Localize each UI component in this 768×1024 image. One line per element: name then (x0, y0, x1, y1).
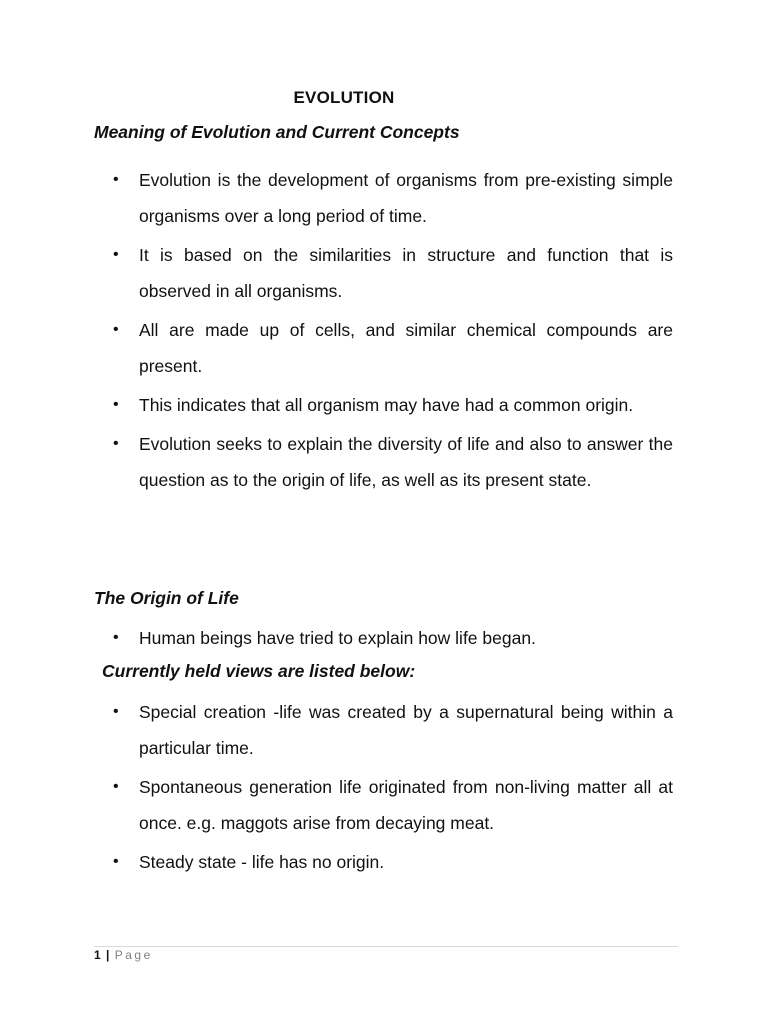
meaning-bullet-list (113, 162, 673, 498)
list-item (113, 387, 673, 423)
origin-bullet-list (113, 620, 673, 656)
list-item-text: It is based on the similarities in structure and function that is observed in all organisms. (139, 245, 673, 301)
list-item (113, 844, 673, 880)
bullet-icon: • (113, 703, 119, 720)
page-number: 1 (94, 948, 101, 962)
footer-separator: | (106, 948, 110, 962)
list-item (113, 162, 673, 234)
list-item-text: Evolution seeks to explain the diversity of life and also to answer the question as to the origin of life, as well as its present state. (139, 434, 673, 490)
list-item (113, 694, 673, 766)
document-title: EVOLUTION (293, 88, 395, 107)
page-footer (94, 948, 153, 962)
list-item-text: Human beings have tried to explain how life began. (139, 628, 536, 648)
list-item-text: Special creation -life was created by a supernatural being within a particular time. (139, 702, 673, 758)
bullet-icon: • (113, 321, 119, 338)
list-item (113, 312, 673, 384)
bullet-icon: • (113, 171, 119, 188)
list-item (113, 769, 673, 841)
footer-divider (94, 946, 678, 947)
list-item-text: All are made up of cells, and similar chemical compounds are present. (139, 320, 673, 376)
views-bullet-list (113, 694, 673, 880)
bullet-icon: • (113, 853, 119, 870)
section-heading-meaning: Meaning of Evolution and Current Concepts (94, 122, 460, 142)
section-heading-origin: The Origin of Life (94, 588, 239, 608)
bullet-icon: • (113, 778, 119, 795)
list-item (113, 426, 673, 498)
list-item-text: This indicates that all organism may have had a common origin. (139, 395, 634, 415)
list-item-text: Evolution is the development of organisms from pre-existing simple organisms over a long period of time. (139, 170, 673, 226)
section-heading-views: Currently held views are listed below: (102, 661, 416, 681)
bullet-icon: • (113, 435, 119, 452)
bullet-icon: • (113, 396, 119, 413)
list-item (113, 620, 673, 656)
bullet-icon: • (113, 629, 119, 646)
bullet-icon: • (113, 246, 119, 263)
list-item (113, 237, 673, 309)
page-label: Page (114, 948, 153, 962)
list-item-text: Spontaneous generation life originated from non-living matter all at once. e.g. maggots arise from decaying meat. (139, 777, 673, 833)
list-item-text: Steady state - life has no origin. (139, 852, 385, 872)
